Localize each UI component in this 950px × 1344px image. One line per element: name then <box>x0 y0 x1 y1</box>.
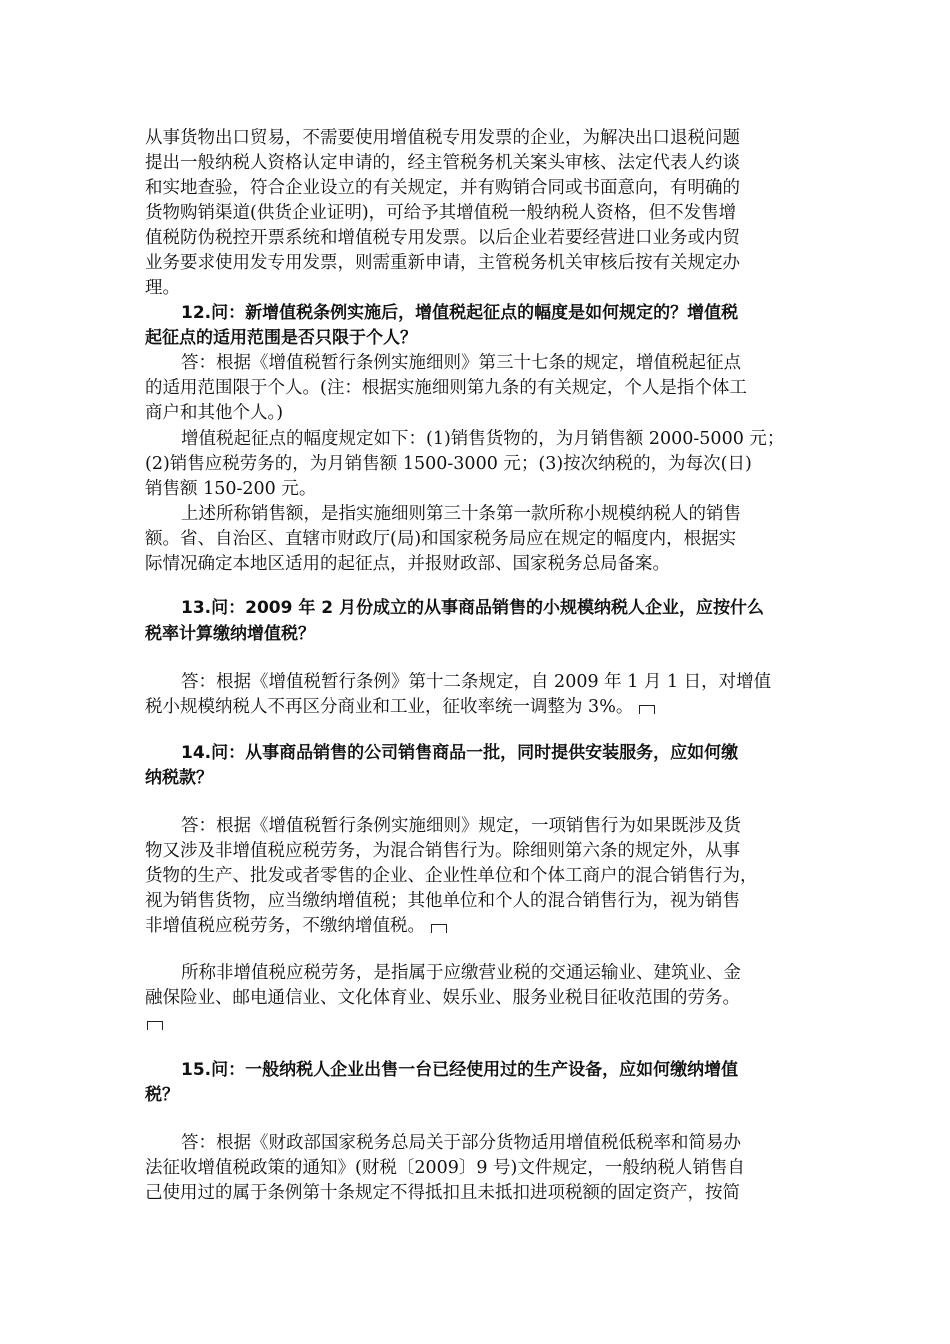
question-15: 税？ <box>145 1085 179 1105</box>
answer-14-text: 非增值税应税劳务，不缴纳增值税。 <box>145 916 425 936</box>
answer-12: 的适用范围限于个人。(注：根据实施细则第九条的有关规定，个人是指个体工 <box>145 378 747 398</box>
answer-15: 法征收增值税政策的通知》(财税〔2009〕9 号)文件规定，一般纳税人销售自 <box>145 1158 745 1178</box>
question-12: 起征点的适用范围是否只限于个人？ <box>145 328 417 348</box>
answer-12-sales: 额。省、自治区、直辖市财政厅(局)和国家税务局应在规定的幅度内，根据实 <box>145 529 737 549</box>
answer-14: 货物的生产、批发或者零售的企业、企业性单位和个体工商户的混合销售行为， <box>145 866 758 886</box>
paragraph-line: 值税防伪税控开票系统和增值税专用发票。以后企业若要经营进口业务或内贸 <box>145 228 740 248</box>
answer-13-text: 税小规模纳税人不再区分商业和工业，征收率统一调整为 3%。 <box>145 697 634 717</box>
answer-14-definition: 融保险业、邮电通信业、文化体育业、娱乐业、服务业税目征收范围的劳务。 <box>145 988 740 1008</box>
question-14: 纳税款？ <box>145 768 213 788</box>
answer-13: 答：根据《增值税暂行条例》第十二条规定，自 2009 年 1 月 1 日，对增值 <box>181 672 772 692</box>
question-13: 13.问：2009 年 2 月份成立的从事商品销售的小规模纳税人企业，应按什么 <box>181 598 765 618</box>
answer-14: 答：根据《增值税暂行条例实施细则》规定，一项销售行为如果既涉及货 <box>181 816 741 836</box>
answer-15: 己使用过的属于条例第十条规定不得抵扣且未抵扣进项税额的固定资产，按简 <box>145 1183 740 1203</box>
paragraph-line: 货物购销渠道(供货企业证明)，可给予其增值税一般纳税人资格，但不发售增 <box>145 203 737 223</box>
answer-12: 商户和其他个人。) <box>145 403 284 423</box>
question-13: 税率计算缴纳增值税？ <box>145 624 315 644</box>
question-14: 14.问：从事商品销售的公司销售商品一批，同时提供安装服务，应如何缴 <box>181 743 739 763</box>
answer-15: 答：根据《财政部国家税务总局关于部分货物适用增值税低税率和简易办 <box>181 1133 741 1153</box>
answer-12-sales: 上述所称销售额，是指实施细则第三十条第一款所称小规模纳税人的销售 <box>181 504 741 524</box>
answer-14 <box>145 914 825 938</box>
paragraph-line: 和实地查验，符合企业设立的有关规定，并有购销合同或书面意向，有明确的 <box>145 178 740 198</box>
answer-12: 答：根据《增值税暂行条例实施细则》第三十七条的规定，增值税起征点 <box>181 353 741 373</box>
answer-12-sales: 际情况确定本地区适用的起征点，并报财政部、国家税务总局备案。 <box>145 554 670 574</box>
question-12: 12.问：新增值税条例实施后，增值税起征点的幅度是如何规定的？增值税 <box>181 303 739 323</box>
paragraph-mark-icon <box>147 1021 163 1030</box>
answer-14-definition: 所称非增值税应税劳务，是指属于应缴营业税的交通运输业、建筑业、金 <box>181 963 741 983</box>
answer-14: 视为销售货物，应当缴纳增值税；其他单位和个人的混合销售行为，视为销售 <box>145 891 740 911</box>
answer-12-threshold: 销售额 150-200 元。 <box>145 479 317 499</box>
paragraph-line: 理。 <box>145 278 180 298</box>
paragraph-line: 从事货物出口贸易，不需要使用增值税专用发票的企业，为解决出口退税问题 <box>145 128 740 148</box>
paragraph-line: 业务要求使用发专用发票，则需重新申请，主管税务机关审核后按有关规定办 <box>145 253 740 273</box>
answer-12-threshold: (2)销售应税劳务的，为月销售额 1500-3000 元；(3)按次纳税的，为每次(日) <box>145 454 752 474</box>
paragraph-mark-icon <box>431 924 447 933</box>
paragraph-line: 提出一般纳税人资格认定申请的，经主管税务机关案头审核、法定代表人约谈 <box>145 153 740 173</box>
question-15: 15.问：一般纳税人企业出售一台已经使用过的生产设备，应如何缴纳增值 <box>181 1060 739 1080</box>
answer-12-threshold: 增值税起征点的幅度规定如下：(1)销售货物的，为月销售额 2000-5000 元； <box>181 429 785 449</box>
answer-13 <box>145 695 825 719</box>
answer-14: 物又涉及非增值税应税劳务，为混合销售行为。除细则第六条的规定外，从事 <box>145 841 740 861</box>
paragraph-mark-icon <box>639 705 655 714</box>
